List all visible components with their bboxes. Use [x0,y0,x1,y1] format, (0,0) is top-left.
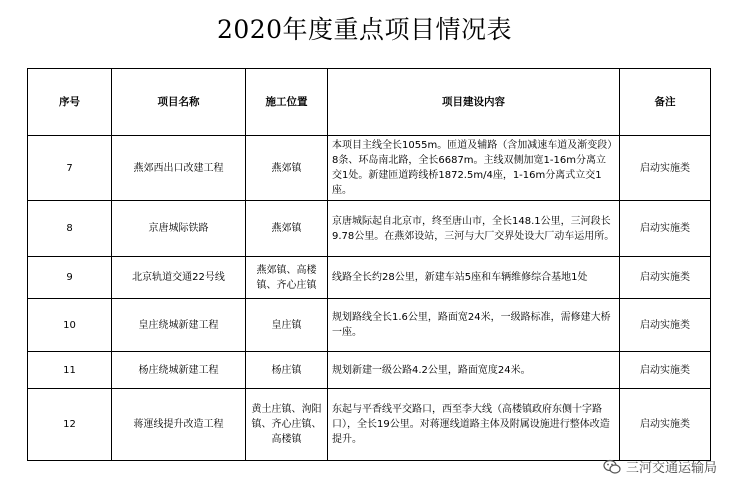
header-content: 项目建设内容 [328,69,620,136]
cell-location: 燕郊镇、高楼镇、齐心庄镇 [246,257,328,299]
cell-location: 皇庄镇 [246,299,328,352]
cell-content: 本项目主线全长1055m。匝道及辅路（含加减速车道及渐变段）8条、环岛南北路，全长6687m。主线双侧加宽1-16m分离立交1处。新建匝道跨线桥1872.5m/4座，1-16m分离式立交1座。 [328,136,620,201]
wechat-icon [603,459,621,475]
cell-no: 12 [28,389,112,461]
cell-name: 京唐城际铁路 [112,201,246,257]
watermark [603,457,717,476]
cell-name: 皇庄绕城新建工程 [112,299,246,352]
table-row [28,352,711,389]
cell-content: 线路全长约28公里，新建车站5座和车辆维修综合基地1处 [328,257,620,299]
cell-content: 京唐城际起自北京市，终至唐山市，全长148.1公里，三河段长9.78公里。在燕郊设站，三河与大厂交界处设大厂动车运用所。 [328,201,620,257]
table-row [28,299,711,352]
cell-name: 燕郊西出口改建工程 [112,136,246,201]
cell-no: 9 [28,257,112,299]
cell-name: 北京轨道交通22号线 [112,257,246,299]
cell-no: 8 [28,201,112,257]
cell-no: 7 [28,136,112,201]
table-row [28,389,711,461]
cell-location: 燕郊镇 [246,201,328,257]
header-location: 施工位置 [246,69,328,136]
cell-location: 黄土庄镇、洵阳镇、齐心庄镇、高楼镇 [246,389,328,461]
cell-remark: 启动实施类 [620,136,711,201]
header-remark: 备注 [620,69,711,136]
table-row [28,201,711,257]
cell-content: 东起与平香线平交路口，西至李大线（高楼镇政府东侧十字路口），全长19公里。对蒋運线道路主体及附属设施进行整体改造提升。 [328,389,620,461]
table-row [28,257,711,299]
watermark-text: 三河交通运输局 [625,461,717,476]
cell-remark: 启动实施类 [620,299,711,352]
cell-remark: 启动实施类 [620,389,711,461]
cell-content: 规划新建一级公路4.2公里，路面宽度24米。 [328,352,620,389]
cell-remark: 启动实施类 [620,352,711,389]
table-row [28,136,711,201]
cell-remark: 启动实施类 [620,257,711,299]
page-title: 2020年度重点项目情况表 [216,15,513,44]
cell-remark: 启动实施类 [620,201,711,257]
projects-table [27,68,711,461]
cell-content: 规划路线全长1.6公里，路面宽24米，一级路标准，需修建大桥一座。 [328,299,620,352]
header-no: 序号 [28,69,112,136]
cell-location: 燕郊镇 [246,136,328,201]
cell-name: 蒋運线提升改造工程 [112,389,246,461]
header-name: 项目名称 [112,69,246,136]
cell-no: 10 [28,299,112,352]
header-row [28,69,711,136]
cell-name: 杨庄绕城新建工程 [112,352,246,389]
cell-no: 11 [28,352,112,389]
cell-location: 杨庄镇 [246,352,328,389]
